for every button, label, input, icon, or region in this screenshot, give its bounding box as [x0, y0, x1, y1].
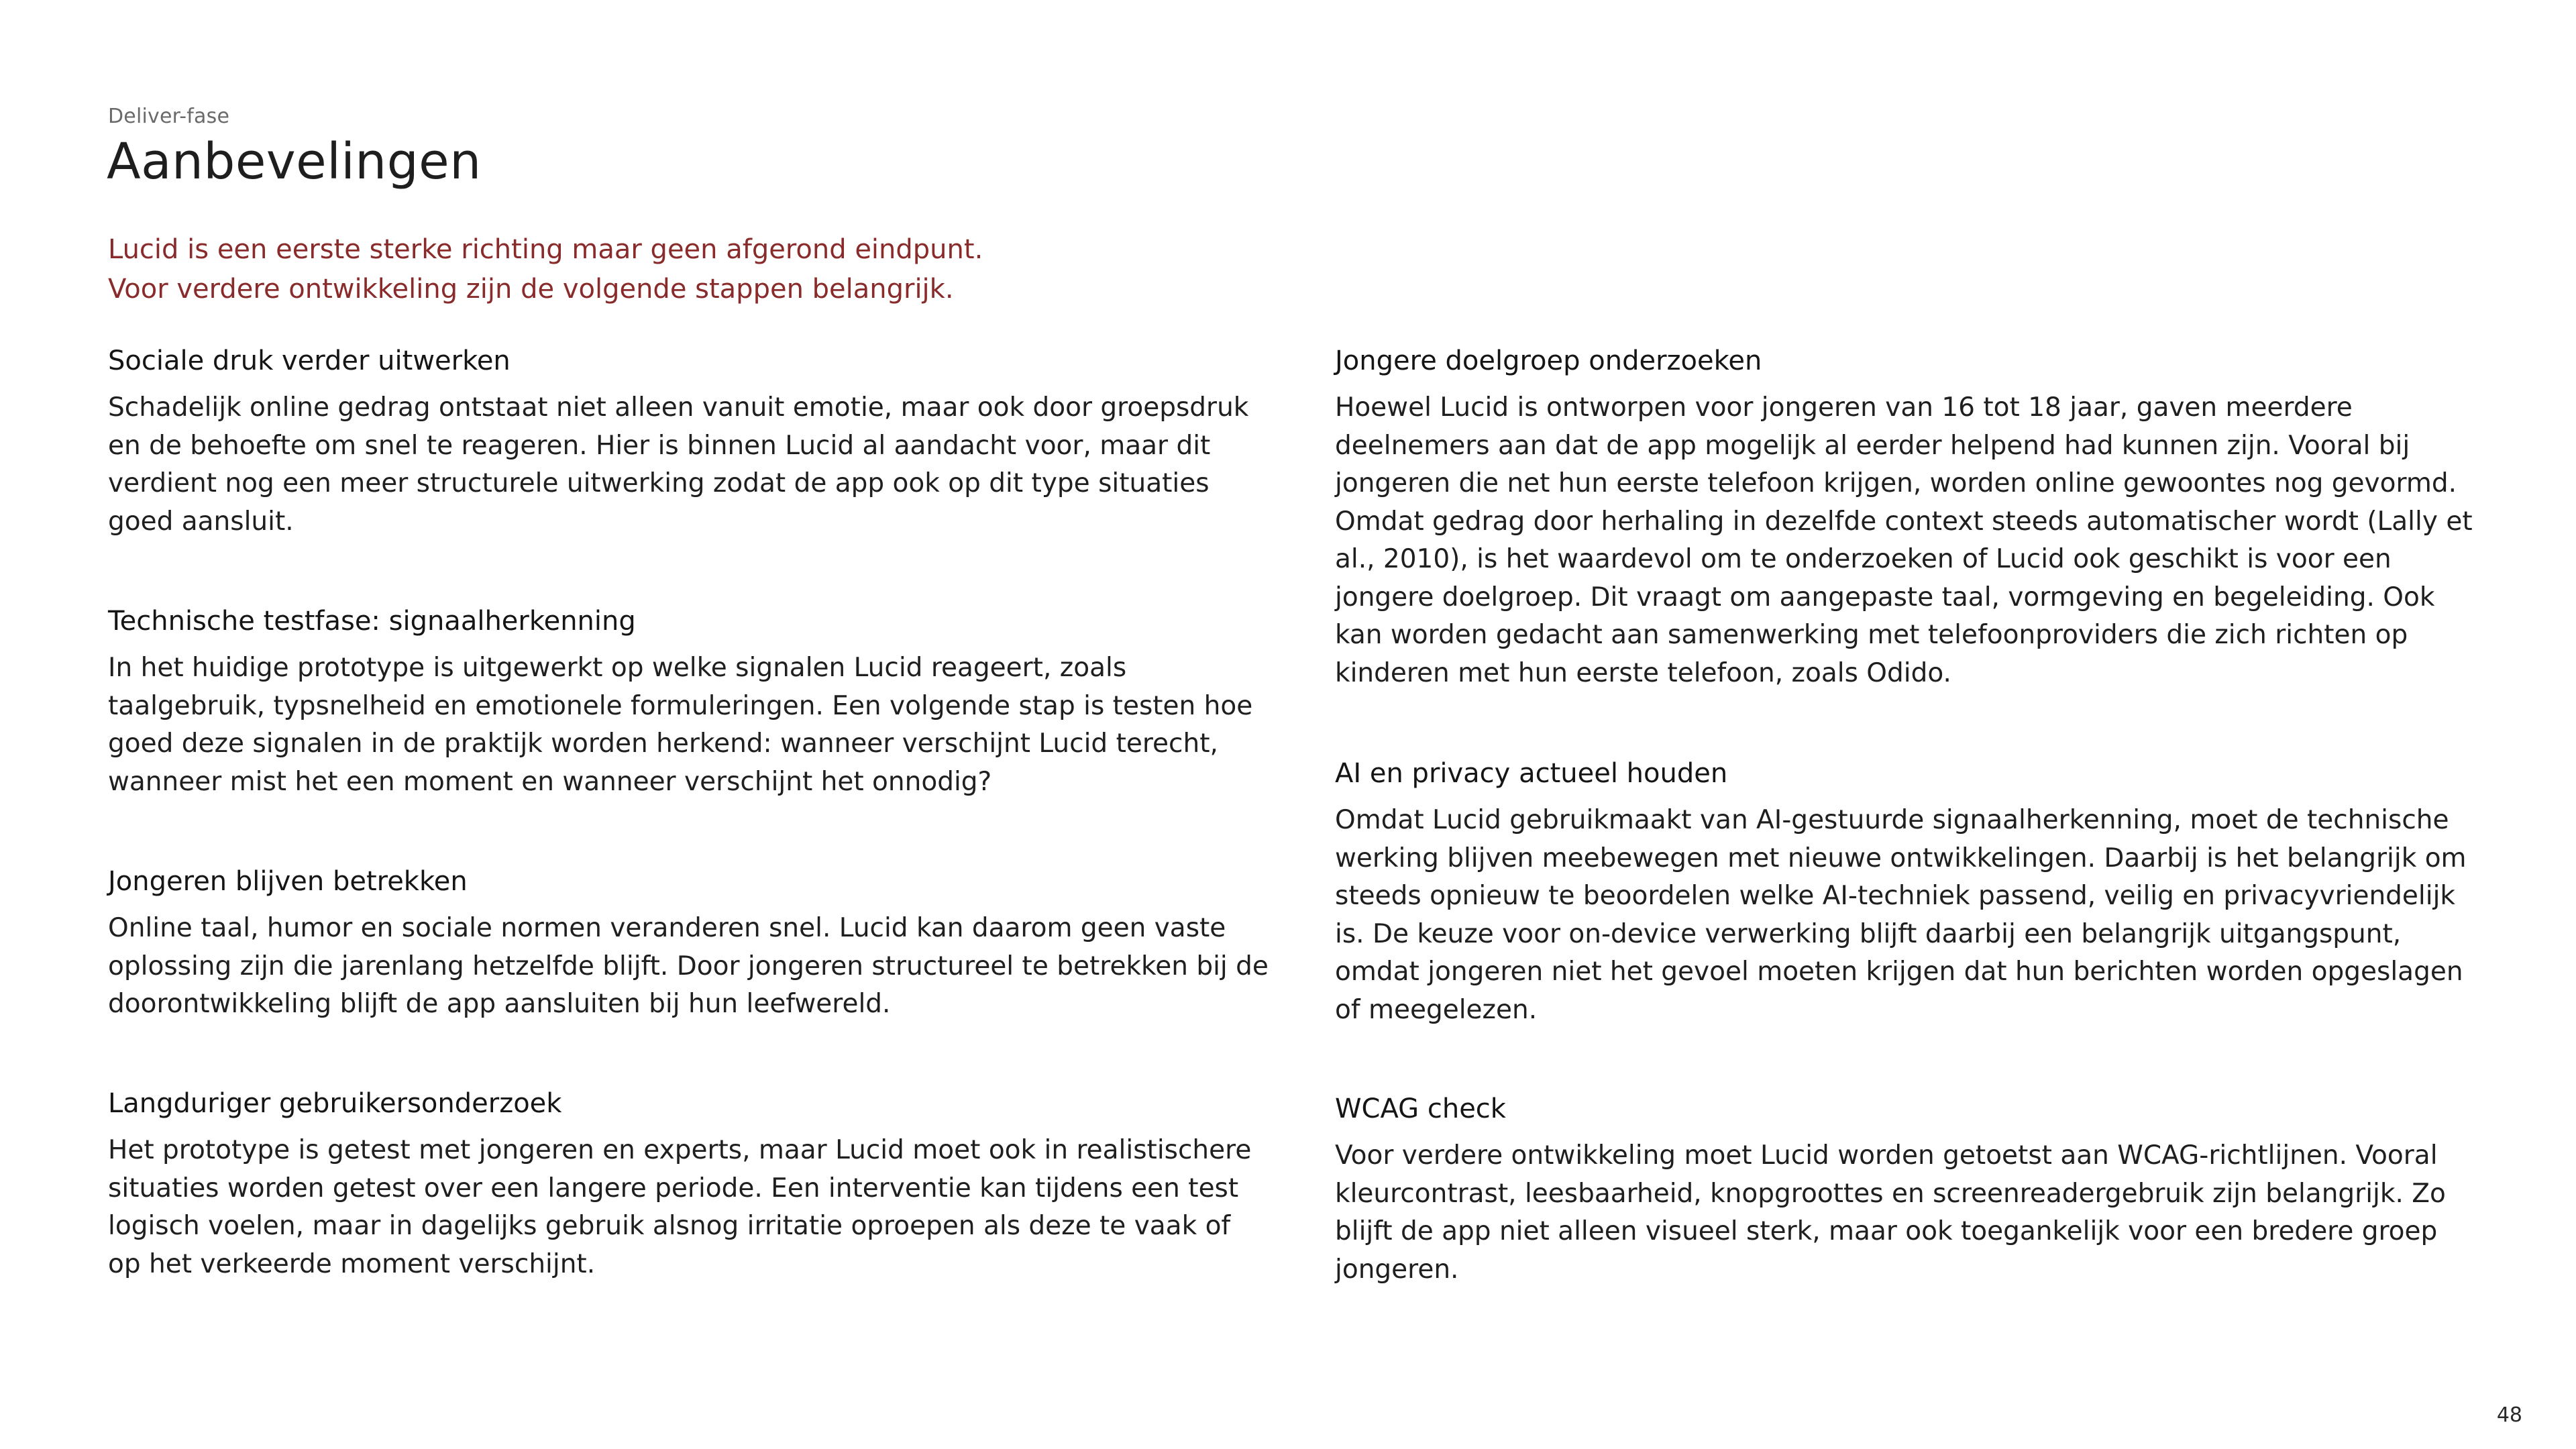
section-heading: Jongere doelgroep onderzoeken: [1335, 345, 1762, 376]
eyebrow-label: Deliver-fase: [108, 105, 230, 128]
section-gebruikersonderzoek: [108, 1085, 1269, 1283]
section-heading: Langduriger gebruikersonderzoek: [108, 1088, 562, 1119]
page-title: Aanbevelingen: [107, 133, 482, 191]
intro-text: [108, 230, 983, 309]
section-body: Online taal, humor en sociale normen veranderen snel. Lucid kan daarom geen vaste oplossing zijn die jarenlang hetzelfde blijft. Door jongeren structureel te betrekken bij de doorontwikkeling blijft de app aansluiten bij hun leefwereld.: [108, 913, 1269, 1019]
intro-line-1: Lucid is een eerste sterke richting maar geen afgerond eindpunt.: [108, 234, 983, 265]
section-sociale-druk: [108, 342, 1269, 541]
section-body: Hoewel Lucid is ontworpen voor jongeren van 16 tot 18 jaar, gaven meerdere deelnemers aan dat de app mogelijk al eerder helpend had kunnen zijn. Vooral bij jongeren die net hun eerste telefoon krijgen, worden online gewoontes nog gevormd. Omdat gedrag door herhaling in dezelfde context steeds automatischer wordt (Lally et al., 2010), is het waardevol om te onderzoeken of Lucid ook geschikt is voor een jongere doelgroep. Dit vraagt om aangepaste taal, vormgeving en begeleiding. Ook kan worden gedacht aan samenwerking met telefoonproviders die zich richten op kinderen met hun eerste telefoon, zoals Odido.: [1335, 392, 2473, 688]
section-body: Schadelijk online gedrag ontstaat niet alleen vanuit emotie, maar ook door groepsdruk en de behoefte om snel te reageren. Hier is binnen Lucid al aandacht voor, maar dit verdient nog een meer structurele uitwerking zodat de app ook op dit type situaties goed aansluit.: [108, 392, 1249, 537]
page-number: 48: [2496, 1403, 2522, 1427]
section-jongeren-betrekken: [108, 863, 1269, 1024]
section-signaalherkenning: [108, 602, 1269, 801]
section-wcag: [1335, 1090, 2489, 1289]
section-heading: Sociale druk verder uitwerken: [108, 345, 511, 376]
section-body: Voor verdere ontwikkeling moet Lucid worden getoetst aan WCAG-richtlijnen. Vooral kleurcontrast, leesbaarheid, knopgroottes en screenreadergebruik zijn belangrijk. Zo blijft de app niet alleen visueel sterk, maar ook toegankelijk voor een bredere groep jongeren.: [1335, 1140, 2446, 1285]
section-ai-privacy: [1335, 755, 2489, 1029]
intro-line-2: Voor verdere ontwikkeling zijn de volgende stappen belangrijk.: [108, 274, 954, 305]
section-body: Het prototype is getest met jongeren en experts, maar Lucid moet ook in realistischere situaties worden getest over een langere periode. Een interventie kan tijdens een test logisch voelen, maar in dagelijks gebruik alsnog irritatie oproepen als deze te vaak of op het verkeerde moment verschijnt.: [108, 1135, 1252, 1279]
section-heading: AI en privacy actueel houden: [1335, 758, 1728, 789]
section-body: Omdat Lucid gebruikmaakt van AI-gestuurde signaalherkenning, moet de technische werking blijven meebewegen met nieuwe ontwikkelingen. Daarbij is het belangrijk om steeds opnieuw te beoordelen welke AI-techniek passend, veilig en privacyvriendelijk is. De keuze voor on-device verwerking blijft daarbij een belangrijk uitgangspunt, omdat jongeren niet het gevoel moeten krijgen dat hun berichten worden opgeslagen of meegelezen.: [1335, 805, 2467, 1025]
section-heading: Technische testfase: signaalherkenning: [108, 606, 636, 637]
section-body: In het huidige prototype is uitgewerkt op welke signalen Lucid reageert, zoals taalgebruik, typsnelheid en emotionele formuleringen. Een volgende stap is testen hoe goed deze signalen in de praktijk worden herkend: wanneer verschijnt Lucid terecht, wanneer mist het een moment en wanneer verschijnt het onnodig?: [108, 653, 1253, 797]
section-heading: Jongeren blijven betrekken: [108, 866, 468, 897]
section-heading: WCAG check: [1335, 1093, 1506, 1124]
section-jongere-doelgroep: [1335, 342, 2489, 692]
